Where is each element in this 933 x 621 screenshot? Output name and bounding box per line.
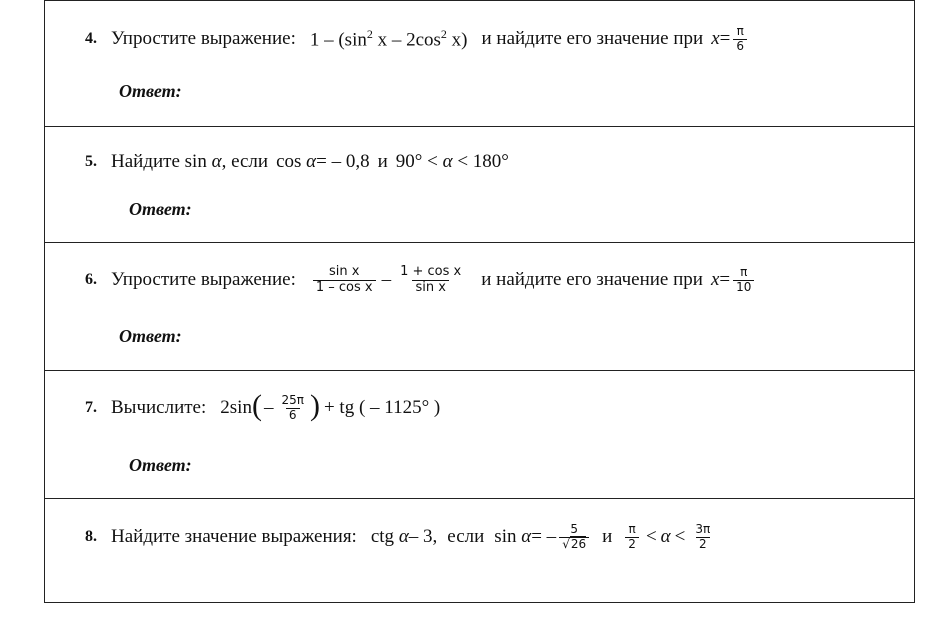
task-number: 4. [85, 30, 97, 48]
task-middle-text: и найдите его значение при [481, 28, 704, 50]
tasks-sheet [44, 0, 915, 603]
answer-label: Ответ: [129, 455, 192, 475]
task-number: 6. [85, 271, 97, 289]
task-8-statement: 8. Найдите значение выражения: ctg α – 3, если sin α = – $\frac{5}{√26}$ и $\frac{\pi}{2}$ < α < $\frac{3\pi}{2}$ [85, 523, 716, 552]
expression: $1 - (\sin^2$ x – $2\cos^2$ x) [309, 27, 468, 51]
task-4-statement: 4. Упростите выражение: $1 - (\sin^2$ x – $2\cos^2$ x) и найдите его значение при x = $\frac{\pi}{6}$ [85, 25, 750, 54]
task-7 [45, 370, 914, 499]
task-intro: Упростите выражение: [111, 28, 296, 50]
value-fraction: $\frac{\pi}{6}$ [733, 25, 747, 54]
task-8 [45, 498, 914, 604]
task-6-statement: 6. Упростите выражение: $\frac{\text{sin x}}{\text{1 – cos x}}$ – $\frac{\text{1 + cos x}}{\text{sin x}}$ и найдите его значение при x = $\frac{\pi}{10}$ [85, 265, 757, 296]
value-fraction: $\frac{\pi}{10}$ [733, 266, 754, 295]
range-upper-fraction: $\frac{3\pi}{2}$ [695, 522, 711, 551]
answer-label: Ответ: [129, 199, 192, 219]
task-number: 8. [85, 528, 97, 546]
answer-label: Ответ: [119, 81, 182, 101]
task-4 [45, 0, 914, 127]
answer-label: Ответ: [119, 326, 182, 346]
task-7-statement: 7. Вычислите: 2sin ( – $\frac{25\pi}{6}$ ) + tg ( – 1125° ) [85, 389, 441, 422]
sin-value-fraction: $\frac{5}{√26}$ [559, 523, 589, 552]
task-number: 7. [85, 399, 97, 416]
task-6 [45, 242, 914, 371]
task-5 [45, 126, 914, 243]
fraction-1: $\frac{\text{sin x}}{\text{1 – cos x}}$ [313, 265, 376, 296]
fraction-2: $\frac{\text{1 + cos x}}{\text{sin x}}$ [400, 264, 462, 295]
range-lower-fraction: $\frac{\pi}{2}$ [625, 523, 639, 552]
angle-fraction: $\frac{25\pi}{6}$ [281, 392, 304, 422]
task-number: 5. [85, 153, 97, 170]
task-5-statement: 5. Найдите sin α , если cos α = – 0,8 и 90° < α < 180° [85, 151, 509, 172]
